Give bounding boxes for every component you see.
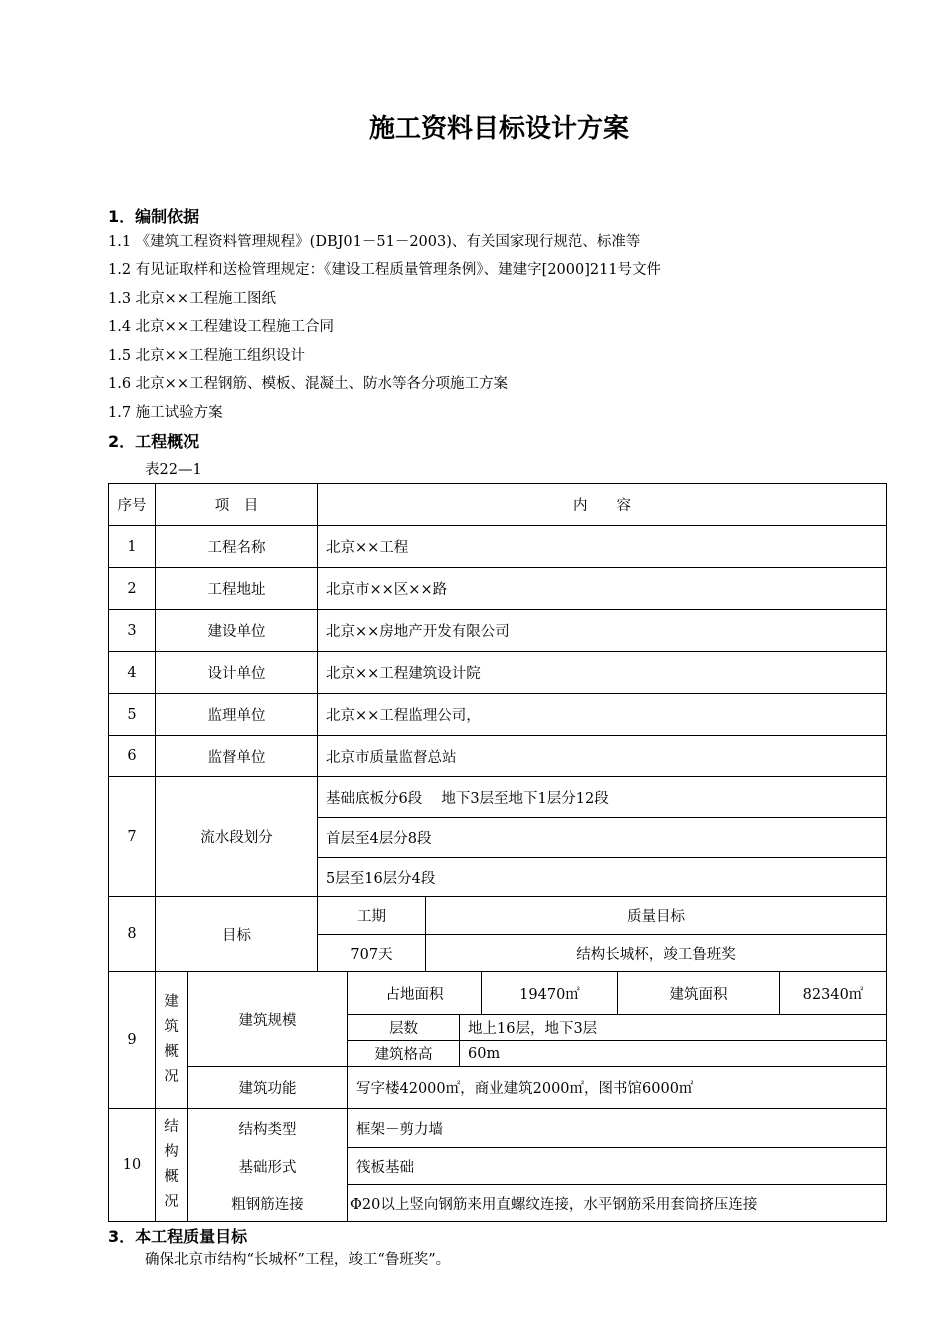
building-overview-label: 建 筑 概 况 <box>164 994 179 1085</box>
row-content: 北京市质量监督总站 <box>326 749 457 766</box>
floors-label: 层数 <box>389 1021 418 1037</box>
foundation-value: 筏板基础 <box>356 1159 414 1176</box>
floors-value: 地上16层，地下3层 <box>468 1021 598 1037</box>
basis-item: 1.6 北京××工程钢筋、模板、混凝土、防水等各分项施工方案 <box>108 376 508 392</box>
structure-type-value: 框架－剪力墙 <box>356 1121 443 1138</box>
page-title: 施工资料目标设计方案 <box>368 114 629 144</box>
area-value: 19470㎡ <box>519 986 580 1003</box>
quality-label: 质量目标 <box>627 909 685 925</box>
row-content: 北京××工程监理公司， <box>326 708 481 724</box>
table-caption: 表22—1 <box>145 462 202 478</box>
basis-item: 1.5 北京××工程施工组织设计 <box>108 348 305 364</box>
structure-type-label: 结构类型 <box>238 1121 297 1138</box>
function-label: 建筑功能 <box>238 1081 297 1097</box>
row-no: 10 <box>122 1157 142 1173</box>
basis-item: 1.7 施工试验方案 <box>108 405 223 421</box>
row-content: 北京市××区××路 <box>326 582 448 598</box>
row-no: 2 <box>127 580 137 597</box>
foundation-label: 基础形式 <box>238 1159 297 1176</box>
function-value: 写字楼42000㎡，商业建筑2000㎡，图书馆6000㎡ <box>356 1081 694 1097</box>
scale-label: 建筑规模 <box>238 1012 297 1029</box>
row-no: 4 <box>127 664 137 681</box>
height-value: 60m <box>468 1045 501 1062</box>
section-heading-basis: 1．编制依据 <box>108 207 200 226</box>
structure-overview-label: 结 构 概 况 <box>164 1119 179 1210</box>
row-item: 目标 <box>222 927 251 944</box>
row-content: 北京××工程 <box>326 540 409 556</box>
section-heading-quality: 3．本工程质量目标 <box>108 1227 248 1246</box>
header-no: 序号 <box>117 498 147 514</box>
phase-line: 基础底板分6段 地下3层至地下1层分12段 <box>326 790 609 807</box>
row-item: 流水段划分 <box>200 830 273 846</box>
quality-value: 结构长城杯，竣工鲁班奖 <box>576 946 736 963</box>
height-label: 建筑格高 <box>374 1047 433 1063</box>
area-label: 占地面积 <box>385 986 444 1003</box>
row-no: 3 <box>127 622 137 639</box>
period-value: 707天 <box>350 946 393 963</box>
row-no: 8 <box>127 926 137 942</box>
phase-line: 5层至16层分4段 <box>326 870 436 887</box>
quality-goal-text: 确保北京市结构“长城杯”工程，竣工“鲁班奖”。 <box>145 1252 451 1268</box>
row-item: 监理单位 <box>207 708 266 724</box>
basis-item: 1.2 有见证取样和送检管理规定：《建设工程质量管理条例》、建建字[2000]211号文件 <box>108 262 662 278</box>
overview-table <box>108 483 887 1222</box>
build-area-label: 建筑面积 <box>669 986 728 1003</box>
row-item: 工程名称 <box>207 540 266 556</box>
rebar-label: 粗钢筋连接 <box>231 1196 304 1213</box>
row-no: 7 <box>127 828 137 845</box>
row-no: 5 <box>127 706 137 723</box>
row-no: 9 <box>127 1032 137 1048</box>
row-item: 工程地址 <box>207 582 266 598</box>
row-no: 1 <box>127 538 137 555</box>
section-heading-overview: 2．工程概况 <box>108 432 200 451</box>
header-item: 项 目 <box>214 498 259 514</box>
row-content: 北京××房地产开发有限公司 <box>326 624 510 640</box>
header-content: 内 容 <box>573 498 631 514</box>
build-area-value: 82340㎡ <box>802 986 864 1003</box>
basis-item: 1.3 北京××工程施工图纸 <box>108 291 276 307</box>
period-label: 工期 <box>357 909 386 925</box>
phase-line: 首层至4层分8段 <box>326 831 432 847</box>
row-content: 北京××工程建筑设计院 <box>326 666 481 682</box>
row-no: 6 <box>127 748 137 764</box>
basis-item: 1.1 《建筑工程资料管理规程》(DBJ01－51－2003)、有关国家现行规范、标准等 <box>108 234 641 250</box>
row-item: 设计单位 <box>207 666 266 682</box>
rebar-value: Φ20以上竖向钢筋来用直螺纹连接，水平钢筋采用套筒挤压连接 <box>350 1196 758 1213</box>
row-item: 监督单位 <box>207 749 266 766</box>
row-item: 建设单位 <box>207 624 266 640</box>
basis-item: 1.4 北京××工程建设工程施工合同 <box>108 319 334 335</box>
